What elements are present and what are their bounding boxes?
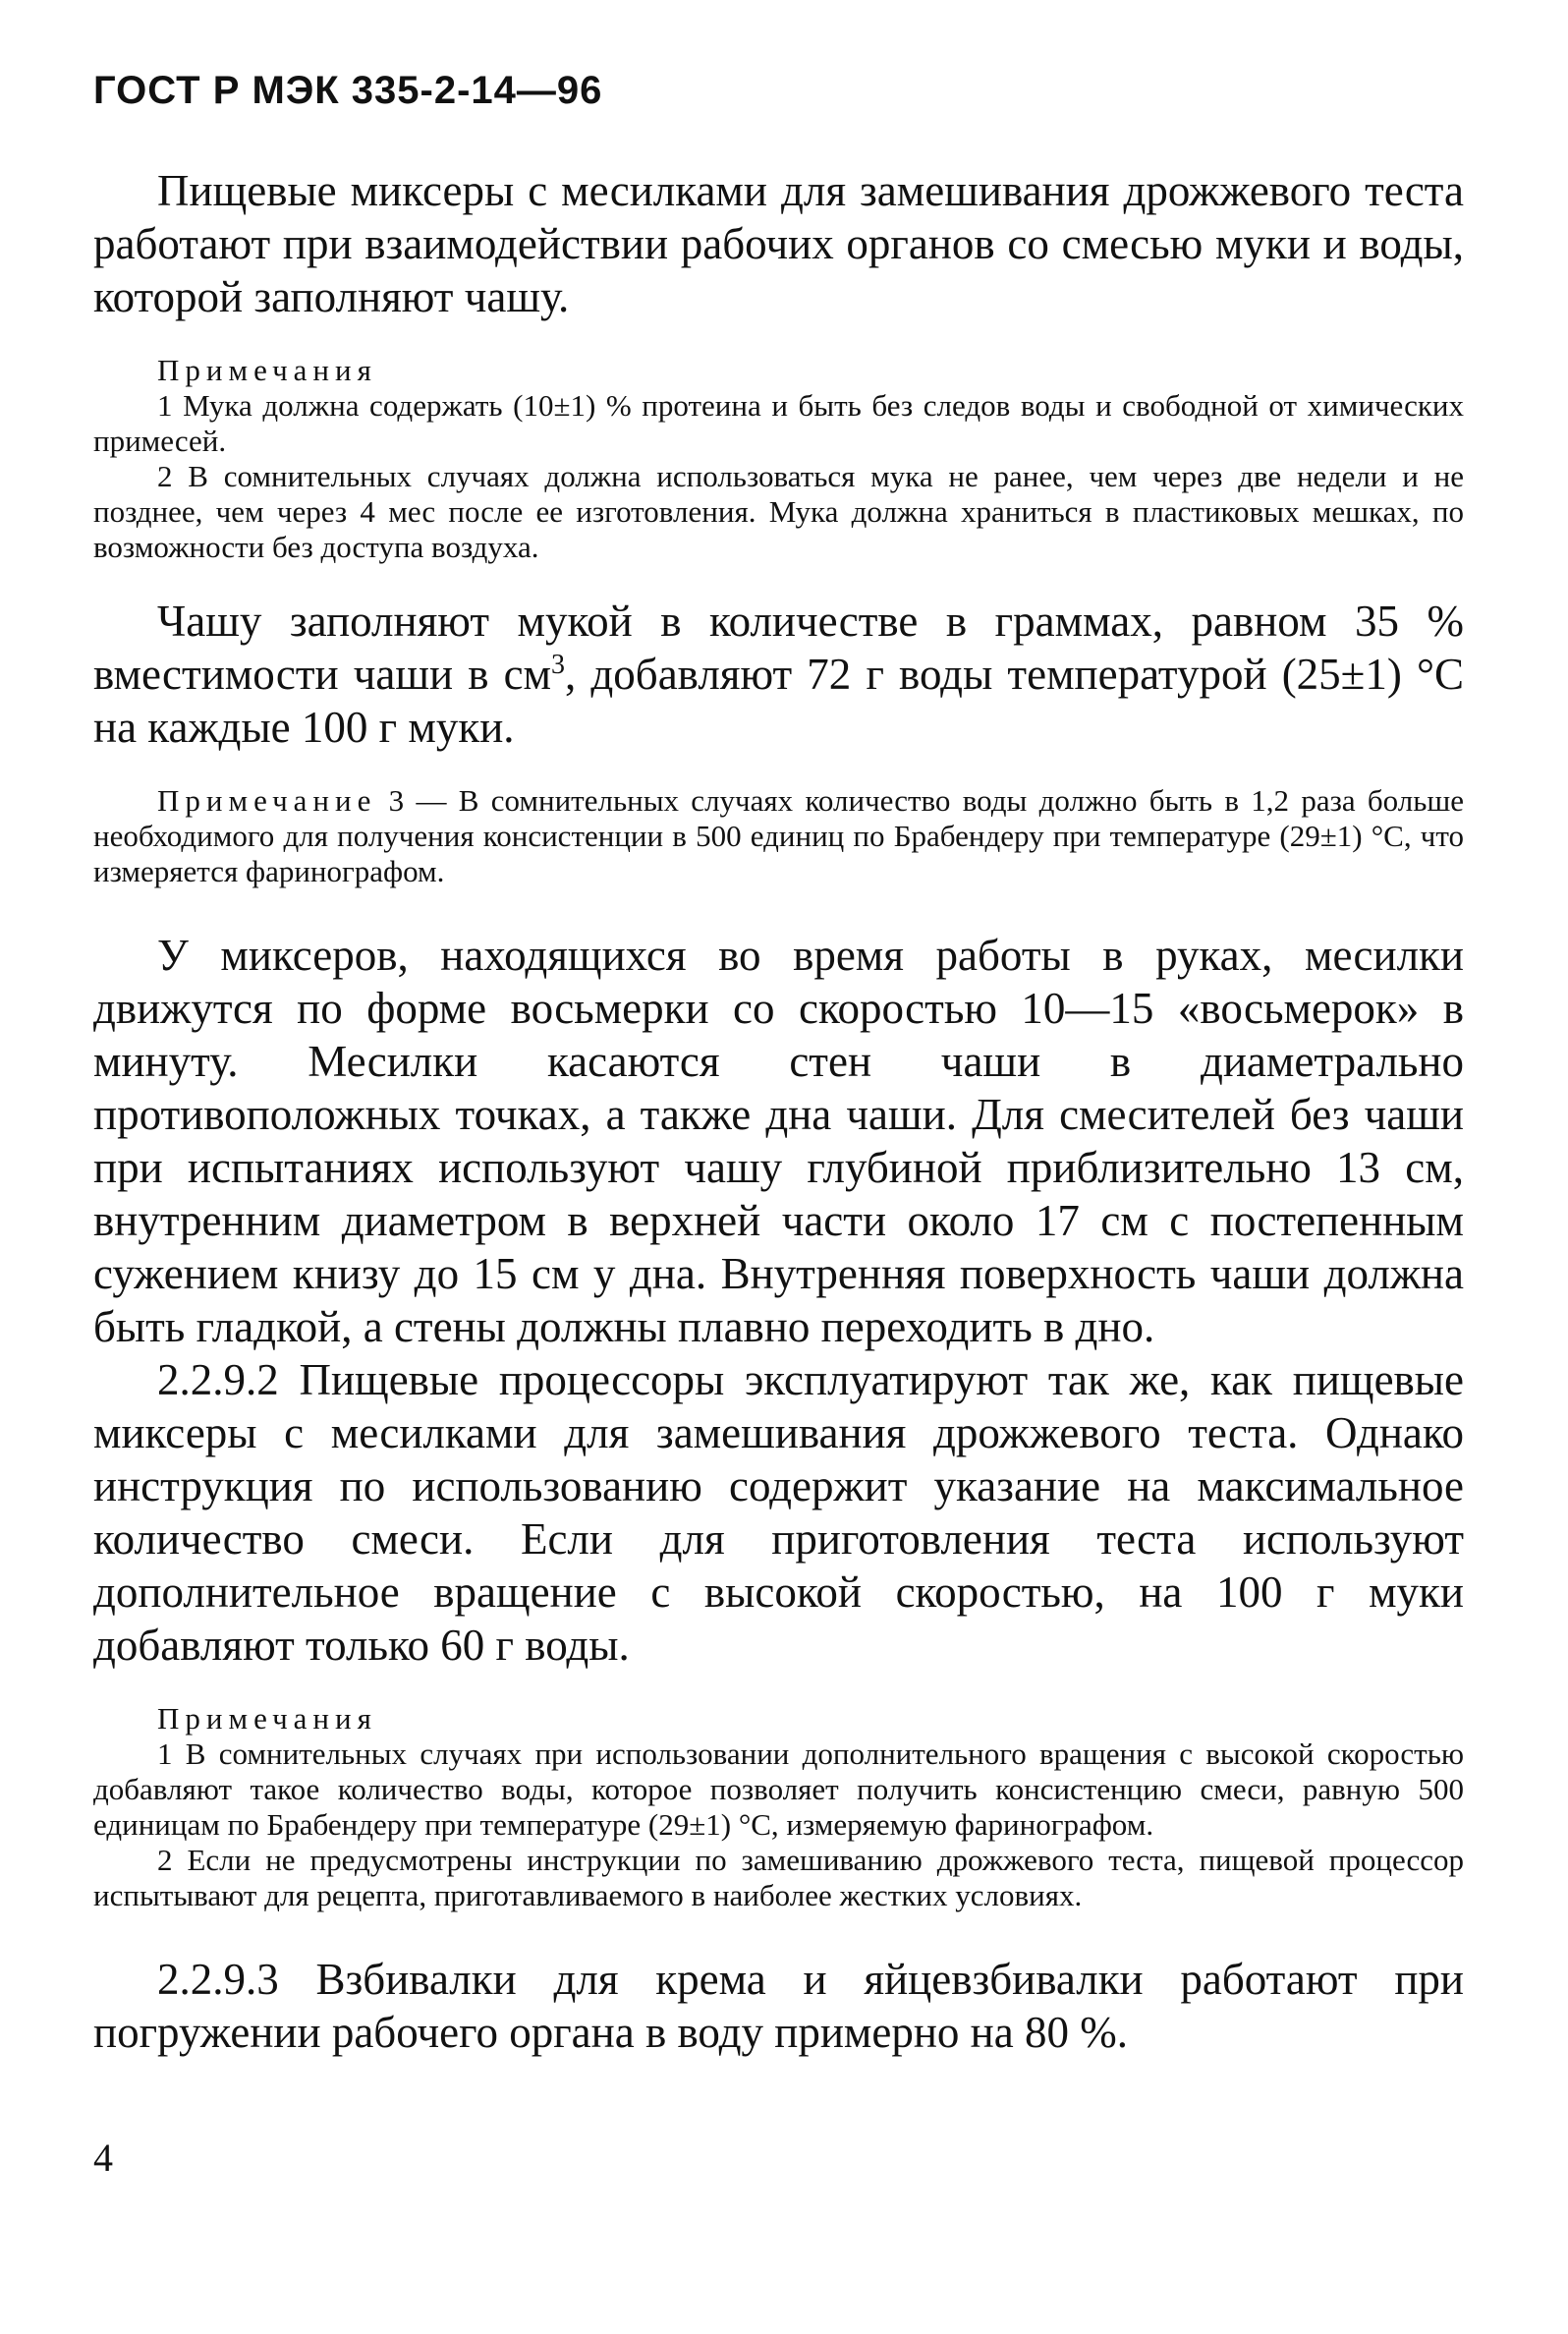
- note-block-3: [93, 783, 1464, 889]
- notes-block-2: [93, 1701, 1464, 1913]
- paragraph-hand-mixers: У миксеров, находящихся во время работы в руках, месилки движутся по форме восьмерки со скоростью 10—15 «восьмерок» в минуту. Месилки касаются стен чаши в диаметрально противоположных точках, а также дна чаши. Для смесителей без чаши при испытаниях используют чашу глубиной приблизительно 13 см, внутренним диаметром в верхней части около 17 см с постепенным сужением книзу до 15 см у дна. Внутренняя поверхность чаши должна быть гладкой, а стены должны плавно переходить в дно.: [93, 931, 1464, 1351]
- note-item: 1 Мука должна содержать (10±1) % протеина и быть без следов воды и свободной от химических примесей.: [93, 388, 1464, 458]
- paragraph-2-2-9-2: 2.2.9.2 Пищевые процессоры эксплуатируют так же, как пищевые миксеры с месилками для замешивания дрожжевого теста. Однако инструкция по использованию содержит указание на максимальное количество смеси. Если для приготовления теста используют дополнительное вращение с высокой скоростью, на 100 г муки добавляют только 60 г воды.: [93, 1355, 1464, 1670]
- note-item: 2 В сомнительных случаях должна использоваться мука не ранее, чем через две недели и не позднее, чем через 4 мес после ее изготовления. Мука должна храниться в пластиковых мешках, по возможности без доступа воздуха.: [93, 459, 1464, 564]
- paragraph-text: , добавляют 72 г воды температурой (25±1) °С на каждые 100 г муки.: [93, 650, 1465, 752]
- note-item: 1 В сомнительных случаях при использовании дополнительного вращения с высокой скоростью добавляют такое количество воды, которое позволяет получить консистенцию смеси, равную 500 единицам по Брабендеру при температуре (29±1) °С, измеряемую фаринографом.: [93, 1736, 1464, 1842]
- superscript: 3: [551, 650, 566, 680]
- paragraph-bowl-filling: [93, 595, 1464, 754]
- note-label: Примечание: [157, 783, 377, 818]
- paragraph-2-2-9-3: 2.2.9.3 Взбивалки для крема и яйцевзбивалки работают при погружении рабочего органа в воду примерно на 80 %.: [93, 1955, 1464, 2057]
- document-header: ГОСТ Р МЭК 335-2-14—96: [93, 69, 603, 112]
- document-page: [93, 69, 1464, 2059]
- notes-label: Примечания: [157, 1701, 377, 1736]
- notes-label: Примечания: [157, 353, 377, 387]
- paragraph-mixers-kneading: Пищевые миксеры с месилками для замешивания дрожжевого теста работают при взаимодействии рабочих органов со смесью муки и воды, которой заполняют чашу.: [93, 166, 1464, 321]
- note-text: 3 — В сомнительных случаях количество воды должно быть в 1,2 раза больше необходимого для получения консистенции в 500 единиц по Брабендеру при температуре (29±1) °С, что измеряется фаринографом.: [93, 783, 1464, 888]
- paragraph-text: Чашу заполняют мукой в количестве в граммах, равном 35 % вместимости чаши в см: [93, 597, 1464, 699]
- note-item: 2 Если не предусмотрены инструкции по замешиванию дрожжевого теста, пищевой процессор испытывают для рецепта, приготавливаемого в наиболее жестких условиях.: [93, 1843, 1464, 1912]
- page-number: 4: [93, 2135, 113, 2180]
- notes-block-1: [93, 353, 1464, 565]
